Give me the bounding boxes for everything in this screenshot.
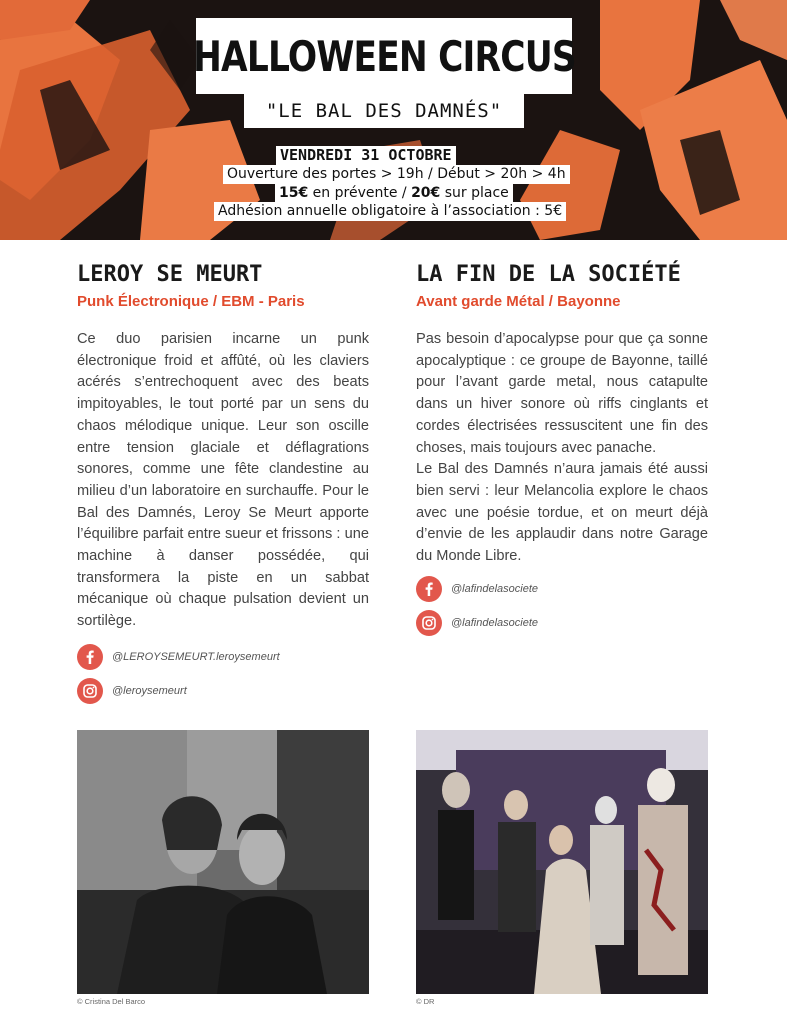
band-genre: Punk Électronique / EBM - Paris <box>77 293 305 310</box>
presale-price: 15€ <box>279 185 309 201</box>
facebook-handle: @lafindelasociete <box>451 582 538 595</box>
facebook-icon <box>416 576 442 602</box>
instagram-icon <box>416 610 442 636</box>
photo-placeholder <box>77 730 369 994</box>
instagram-icon <box>77 678 103 704</box>
band-name: LA FIN DE LA SOCIÉTÉ <box>416 262 681 287</box>
event-prices <box>275 184 513 203</box>
band-name: LEROY SE MEURT <box>77 262 263 287</box>
description-paragraph: Le Bal des Damnés n’aura jamais été aussi bien servi : leur Melancolia explore le chaos avec une poésie tordue, et on meurt déjà d’envie de les applaudir dans notre Garage du Monde Libre. <box>416 461 708 565</box>
event-date: VENDREDI 31 OCTOBRE <box>276 146 456 165</box>
photo-placeholder <box>416 730 708 994</box>
facebook-link[interactable] <box>77 644 369 670</box>
event-title-box <box>192 18 576 94</box>
instagram-link[interactable] <box>416 610 708 636</box>
membership-note: Adhésion annuelle obligatoire à l’association : 5€ <box>214 202 566 221</box>
door-label: sur place <box>440 185 509 201</box>
band-photo-la-fin <box>416 730 708 994</box>
instagram-link[interactable] <box>77 678 369 704</box>
facebook-icon <box>77 644 103 670</box>
event-subtitle-box <box>244 94 524 128</box>
facebook-link[interactable] <box>416 576 708 602</box>
band-photo-leroy <box>77 730 369 994</box>
event-title: HALLOWEEN CIRCUS <box>192 31 576 81</box>
instagram-handle: @lafindelasociete <box>451 616 538 629</box>
band-section-la-fin <box>416 262 708 636</box>
photo-credit: © Cristina Del Barco <box>77 997 146 1006</box>
band-genre: Avant garde Métal / Bayonne <box>416 293 621 310</box>
photo-credit: © DR <box>416 997 435 1006</box>
band-description <box>416 329 708 568</box>
door-price: 20€ <box>411 185 441 201</box>
instagram-handle: @leroysemeurt <box>112 684 187 697</box>
event-subtitle: "LE BAL DES DAMNÉS" <box>265 100 503 122</box>
band-description <box>77 329 369 633</box>
band-section-leroy <box>77 262 369 704</box>
event-doors-times: Ouverture des portes > 19h / Début > 20h > 4h <box>223 165 570 184</box>
facebook-handle: @LEROYSEMEURT.leroysemeurt <box>112 650 280 663</box>
header-banner <box>0 0 787 240</box>
presale-label: en prévente / <box>308 185 412 201</box>
description-paragraph: Ce duo parisien incarne un punk électronique froid et affûté, où les claviers acérés s’entrechoquent avec des beats impitoyables, le tout porté par un sens du chaos mélodique unique. Leur son oscille entre tension glaciale et déflagrations sonores, comme une fête clandestine au milieu d’un laboratoire en surchauffe. Pour le Bal des Damnés, Leroy Se Meurt apporte l’équilibre parfait entre sueur et frissons : une machine à danser possédée, qui transformera la piste en un sabbat mécanique où chaque pulsation devient un sortilège. <box>77 331 369 630</box>
description-paragraph: Pas besoin d’apocalypse pour que ça sonne apocalyptique : ce groupe de Bayonne, taillé pour l’avant garde metal, nous catapulte dans un hiver sonore où riffs cinglants et cordes électrisées ressuscitent une fin des choses, mais toujours avec panache. <box>416 331 708 456</box>
